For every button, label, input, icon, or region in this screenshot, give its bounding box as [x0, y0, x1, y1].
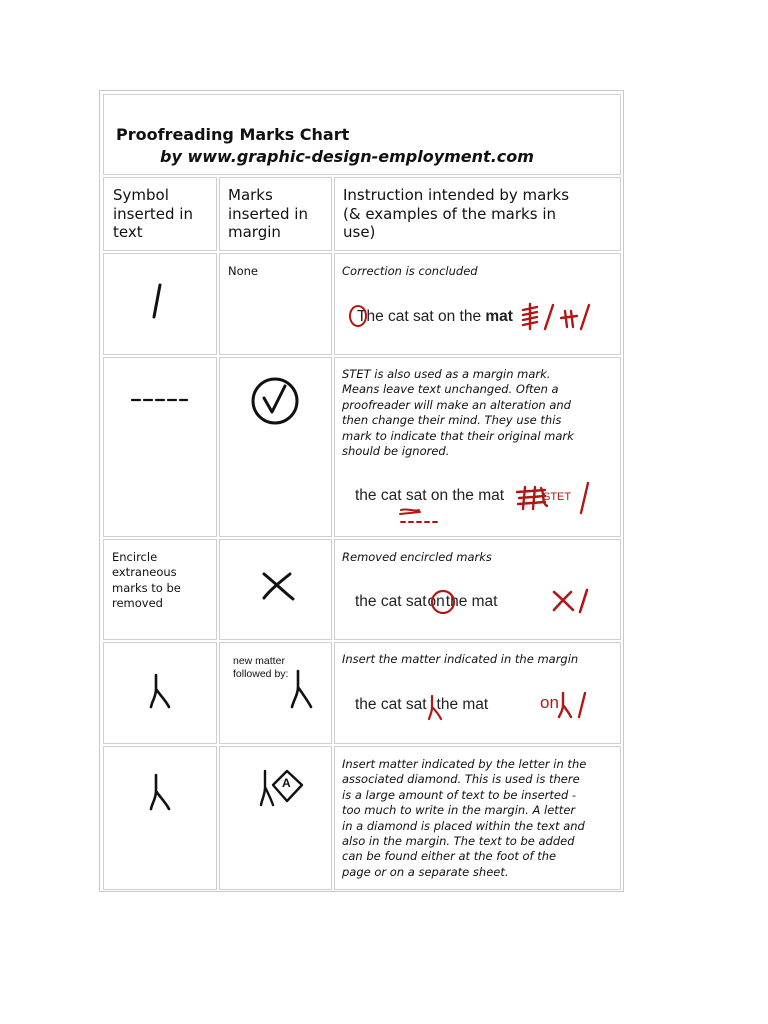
header-symbol: Symbol inserted in text: [113, 186, 193, 241]
cross-mark-icon: [260, 570, 296, 602]
header-symbol-cell: [103, 177, 217, 251]
row5-margin-cell: [219, 746, 332, 890]
encircle-text: Encircle extraneous marks to be removed: [112, 550, 181, 611]
row1-margin-cell: [219, 253, 332, 355]
capital-marks-icon: [521, 300, 591, 334]
insert-caret-mark-icon: [427, 693, 443, 721]
row4-example-text: the cat sat the mat: [355, 696, 489, 713]
row2-symbol-cell: [103, 357, 217, 537]
caret-insert-icon: [148, 671, 174, 711]
header-margin-cell: [219, 177, 332, 251]
dashed-underline-icon: [130, 396, 190, 404]
row4-instruction-cell: [334, 642, 621, 744]
row5-instruction-cell: [334, 746, 621, 890]
insert-margin-mark-icon: [555, 689, 591, 721]
chart-title: Proofreading Marks Chart: [116, 125, 350, 144]
row3-example-text: the cat satonthe mat: [355, 593, 498, 610]
circle-mark-icon: [347, 304, 369, 328]
header-instruction: Instruction intended by marks (& examples of the marks in use): [343, 186, 570, 241]
stet-underline-icon: [395, 506, 455, 528]
circle-mark-icon: [429, 588, 457, 616]
row1-instruction-cell: [334, 253, 621, 355]
row5-symbol-cell: [103, 746, 217, 890]
row5-instruction: Insert matter indicated by the letter in the associated diamond. This is used is there is a large amount of text to be inserted - too much to write in the margin. A letter in a diamond is placed within the text and also in the margin. The text to be added can be found either at the foot of the page or on a separate sheet.: [342, 757, 587, 879]
row3-instruction: Removed encircled marks: [342, 550, 492, 564]
row1-symbol-cell: [103, 253, 217, 355]
row1-instruction: Correction is concluded: [342, 264, 478, 278]
row2-instruction-cell: [334, 357, 621, 537]
diamond-letter: A: [282, 776, 291, 790]
row4-symbol-cell: [103, 642, 217, 744]
caret-insert-icon: [288, 667, 314, 711]
proofreading-chart: [99, 90, 624, 892]
caret-insert-icon: [148, 771, 174, 813]
new-matter-text: new matter followed by:: [233, 655, 289, 680]
title-cell: [103, 94, 621, 175]
header-instruction-cell: [334, 177, 621, 251]
insert-margin-word: on: [540, 693, 559, 712]
delete-mark-icon: [551, 586, 593, 616]
row4-instruction: Insert the matter indicated in the margin: [342, 652, 579, 666]
stet-slash-icon: [577, 480, 591, 516]
row4-margin-cell: [219, 642, 332, 744]
row2-instruction: STET is also used as a margin mark. Means leave text unchanged. Often a proofreader will make an alteration and then change their mind. They use this mark to indicate that their original mark should be ignored.: [342, 367, 574, 459]
row3-margin-cell: [219, 539, 332, 640]
row2-example-text: the cat sat on the mat: [355, 487, 505, 504]
header-margin: Marks inserted in margin: [228, 186, 308, 241]
row2-margin-cell: [219, 357, 332, 537]
row1-example-text: The cat sat on the mat: [357, 308, 513, 325]
margin-none-text: None: [228, 264, 259, 278]
row3-symbol-cell: [103, 539, 217, 640]
row3-instruction-cell: [334, 539, 621, 640]
circled-tick-icon: [250, 376, 300, 426]
slash-mark-icon: [148, 282, 168, 322]
chart-subtitle: by www.graphic-design-employment.com: [160, 147, 534, 166]
stet-margin-word: STET: [543, 491, 572, 503]
